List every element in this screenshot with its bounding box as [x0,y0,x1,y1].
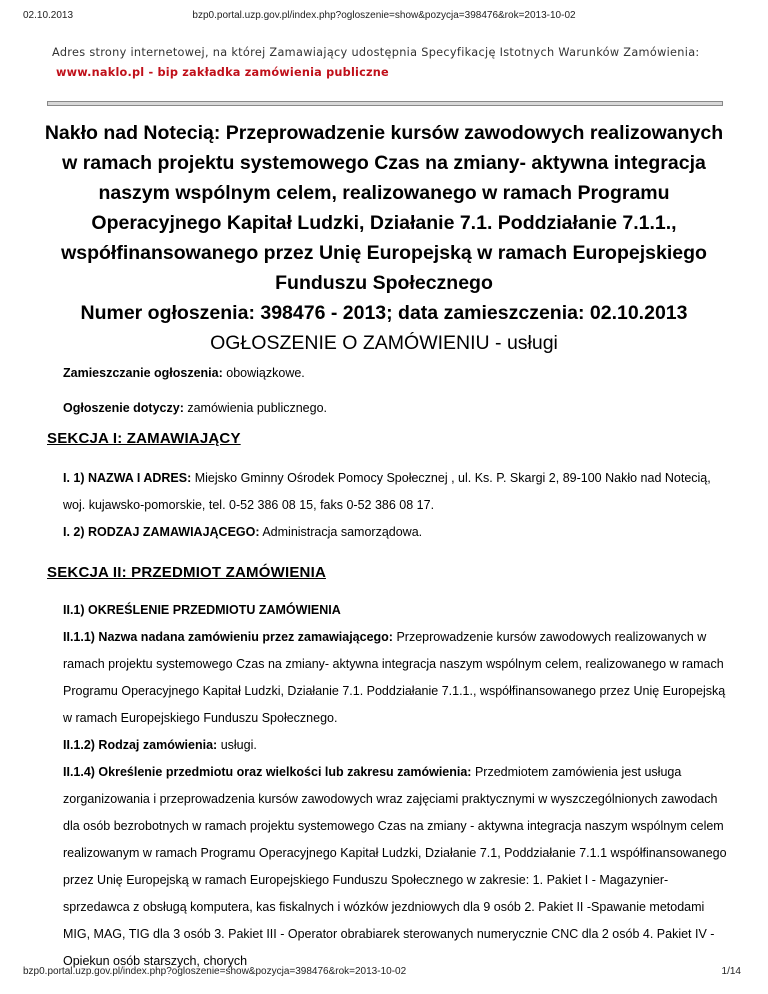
print-header [0,10,768,24]
order-kind-value: usługi. [220,738,257,752]
section-2-heading: SEKCJA II: PRZEDMIOT ZAMÓWIENIA [47,564,326,581]
order-description-value: Przedmiotem zamówienia jest usługa zorganizowania i przeprowadzenia kursów zawodowych wraz zajęciami praktycznymi w wyszczególnionych zawodach dla osób bezrobotnych w ramach projektu systemowego Czas na zmiany - aktywna integracja naszym wspólnym celem realizowanym w ramach Programu Operacyjnego Kapitał Ludzki, Działanie 7.1, Poddziałanie 7.1.1 współfinansowanego przez Unię Europejską w ramach Europejskiego Funduszu Społecznego w zakresie: 1. Pakiet I - Magazynier- sprzedawca z obsługą komputera, kas fiskalnych i wózków jezdniowych dla 9 osób 2. Pakiet II -Spawanie metodami MIG, MAG, TIG dla 3 osób 3. Pakiet III - Operator obrabiarek sterowanych numerycznie CNC dla 2 osób 4. Pakiet IV -Opiekun osób starszych, chorych [63,765,727,968]
placement-value: obowiązkowe. [226,366,305,380]
notice-type: OGŁOSZENIE O ZAMÓWIENIU - usługi [210,332,558,354]
authority-type-value: Administracja samorządowa. [262,525,423,539]
footer-url: bzp0.portal.uzp.gov.pl/index.php?ogloszenie=show&pozycja=398476&rok=2013-10-02 [23,966,407,977]
page-number: 1/14 [721,966,741,977]
order-name-value: Przeprowadzenie kursów zawodowych realizowanych w ramach projektu systemowego Czas na zmiany- aktywna integracja naszym wspólnym celem, realizowanego w ramach Programu Operacyjnego Kapitał Ludzki, Działanie 7.1. Poddziałanie 7.1.1., współfinansowanego przez Unię Europejską w ramach Europejskiego Funduszu Społecznego. [63,630,726,725]
order-name-label: II.1.1) Nazwa nadana zamówieniu przez zamawiającego: [63,630,393,644]
subject-subheading [63,597,731,624]
section-1-heading: SEKCJA I: ZAMAWIAJĄCY [47,430,241,447]
authority-type-label: I. 2) RODZAJ ZAMAWIAJĄCEGO: [63,525,260,539]
siwz-banner [52,46,742,79]
notice-number: Numer ogłoszenia: 398476 - 2013; data zamieszczenia: 02.10.2013 [80,302,688,324]
notice-title-block [40,118,728,358]
placement-row [63,356,327,391]
concerns-row [63,391,327,426]
section-2-content [63,597,731,975]
contracting-authority-type [63,519,731,546]
placement-label: Zamieszczanie ogłoszenia: [63,366,223,380]
page-title: Nakło nad Notecią: Przeprowadzenie kursów zawodowych realizowanych w ramach projektu systemowego Czas na zmiany- aktywna integracja naszym wspólnym celem, realizowanego w ramach Programu Operacyjnego Kapitał Ludzki, Działanie 7.1. Poddziałanie 7.1.1., współfinansowanego przez Unię Europejską w ramach Europejskiego Funduszu Społecznego [44,122,724,294]
concerns-value: zamówienia publicznego. [187,401,328,415]
order-kind-label: II.1.2) Rodzaj zamówienia: [63,738,218,752]
name-address-label: I. 1) NAZWA I ADRES: [63,471,192,485]
contracting-authority-address [63,465,731,519]
name-address-value: Miejsko Gminny Ośrodek Pomocy Społecznej , ul. Ks. P. Skargi 2, 89-100 Nakło nad Notecią, woj. kujawsko-pomorskie, tel. 0-52 386 08 15, faks 0-52 386 08 17. [63,471,711,512]
banner-text: Adres strony internetowej, na której Zamawiający udostępnia Specyfikację Istotnych Warunków Zamówienia: [52,46,700,59]
print-date: 02.10.2013 [23,10,74,21]
subject-subheading-label: II.1) OKREŚLENIE PRZEDMIOTU ZAMÓWIENIA [63,603,341,617]
section-1-content [63,465,731,546]
order-description-label: II.1.4) Określenie przedmiotu oraz wielkości lub zakresu zamówienia: [63,765,472,779]
notice-meta [63,356,327,426]
order-description [63,759,731,975]
bip-link[interactable]: www.naklo.pl - bip zakładka zamówienia publiczne [56,66,389,79]
header-divider [47,101,723,106]
print-url: bzp0.portal.uzp.gov.pl/index.php?ogloszenie=show&pozycja=398476&rok=2013-10-02 [192,10,576,21]
concerns-label: Ogłoszenie dotyczy: [63,401,184,415]
order-kind [63,732,731,759]
print-footer [0,966,768,980]
order-name [63,624,731,732]
